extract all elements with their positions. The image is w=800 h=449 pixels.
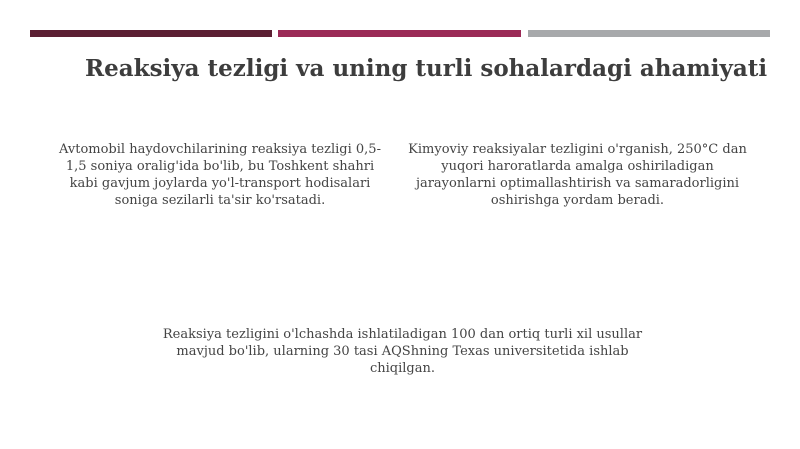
accent-bar-gray — [528, 30, 770, 37]
slide-title: Reaksiya tezligi va uning turli sohalardagi ahamiyati — [85, 55, 768, 82]
accent-bar-magenta — [278, 30, 521, 37]
text-block-driver-reaction: Avtomobil haydovchilarining reaksiya tezligi 0,5-1,5 soniya oralig'ida bo'lib, bu Toshkent shahri kabi gavjum joylarda yo'l-transport hodisalari soniga sezilarli ta'sir ko'rsatadi. — [59, 142, 381, 208]
text-block-chemical-reaction: Kimyoviy reaksiyalar tezligini o'rganish, 250°C dan yuqori haroratlarda amalga oshiriladigan jarayonlarni optimallashtirish va samaradorligini oshirishga yordam beradi. — [408, 142, 747, 208]
text-block-measurement-methods: Reaksiya tezligini o'lchashda ishlatiladigan 100 dan ortiq turli xil usullar mavjud bo'lib, ularning 30 tasi AQShning Texas universitetida ishlab chiqilgan. — [162, 327, 643, 376]
accent-bar-dark-maroon — [30, 30, 272, 37]
